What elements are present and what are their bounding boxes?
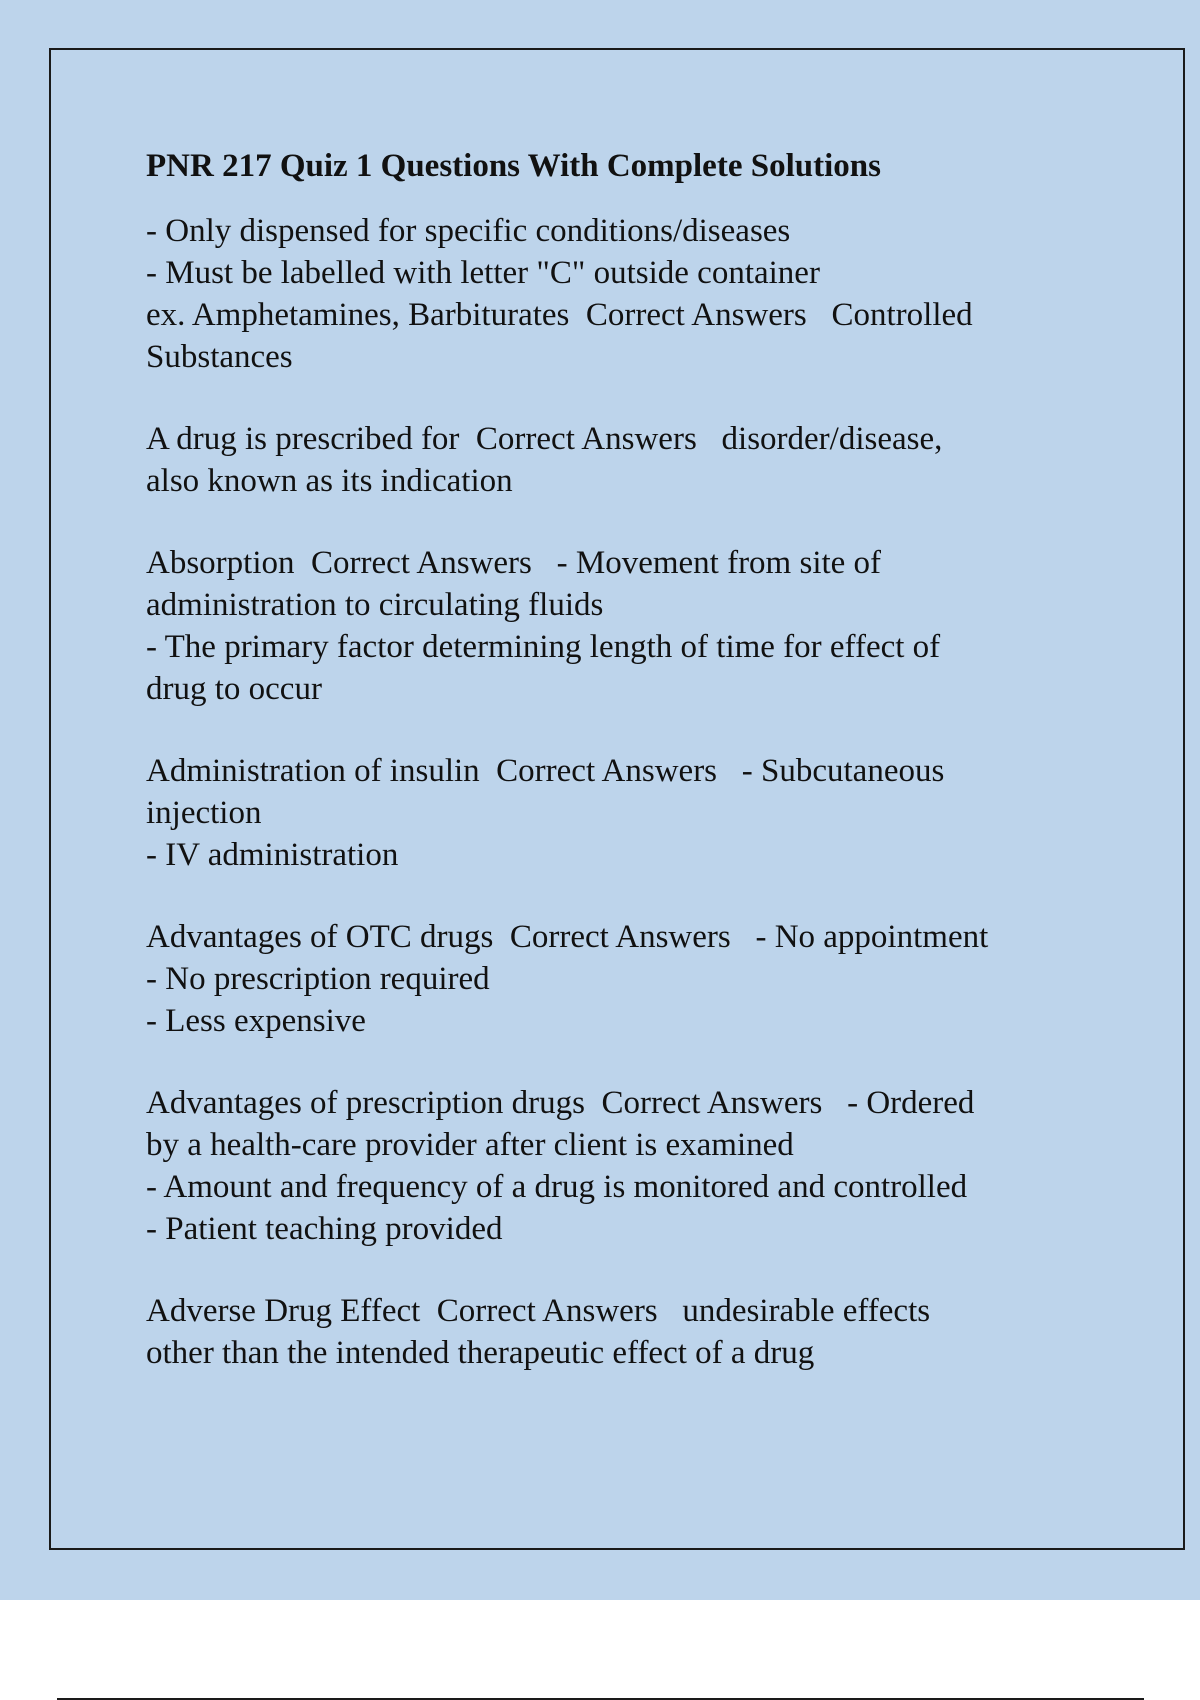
entry-line: Substances [146, 339, 293, 375]
qa-entry-indication [146, 418, 1106, 502]
entry-line: Advantages of prescription drugs Correct Answers - Ordered [146, 1085, 975, 1121]
qa-entry-insulin [146, 750, 1106, 876]
entry-line: ex. Amphetamines, Barbiturates Correct Answers Controlled [146, 297, 973, 333]
qa-entry-controlled-substances [146, 210, 1106, 378]
entry-line: Adverse Drug Effect Correct Answers undesirable effects [146, 1293, 931, 1329]
entry-line: - Less expensive [146, 1003, 366, 1039]
entry-line: - The primary factor determining length of time for effect of [146, 629, 941, 665]
qa-entry-prescription-advantages [146, 1082, 1106, 1250]
entry-line: administration to circulating fluids [146, 587, 604, 623]
qa-entry-adverse-effect [146, 1290, 1106, 1374]
entry-line: - Must be labelled with letter "C" outside container [146, 255, 820, 291]
entry-line: Advantages of OTC drugs Correct Answers - No appointment [146, 919, 989, 955]
entry-line: Administration of insulin Correct Answers - Subcutaneous [146, 753, 945, 789]
entry-line: Absorption Correct Answers - Movement from site of [146, 545, 882, 581]
document-title: PNR 217 Quiz 1 Questions With Complete Solutions [146, 148, 881, 184]
entry-line: other than the intended therapeutic effect of a drug [146, 1335, 815, 1371]
entry-line: - No prescription required [146, 961, 490, 997]
entry-line: A drug is prescribed for Correct Answers disorder/disease, [146, 421, 943, 457]
entry-line: - IV administration [146, 837, 399, 873]
qa-entry-absorption [146, 542, 1106, 710]
entry-line: also known as its indication [146, 463, 513, 499]
entry-line: - Amount and frequency of a drug is monitored and controlled [146, 1169, 968, 1205]
entry-line: - Only dispensed for specific conditions/diseases [146, 213, 791, 249]
qa-entry-otc-advantages [146, 916, 1106, 1042]
entry-line: injection [146, 795, 262, 831]
entry-line: by a health-care provider after client is examined [146, 1127, 794, 1163]
document-content [146, 144, 1106, 1414]
entry-line: drug to occur [146, 671, 322, 707]
entry-line: - Patient teaching provided [146, 1211, 503, 1247]
